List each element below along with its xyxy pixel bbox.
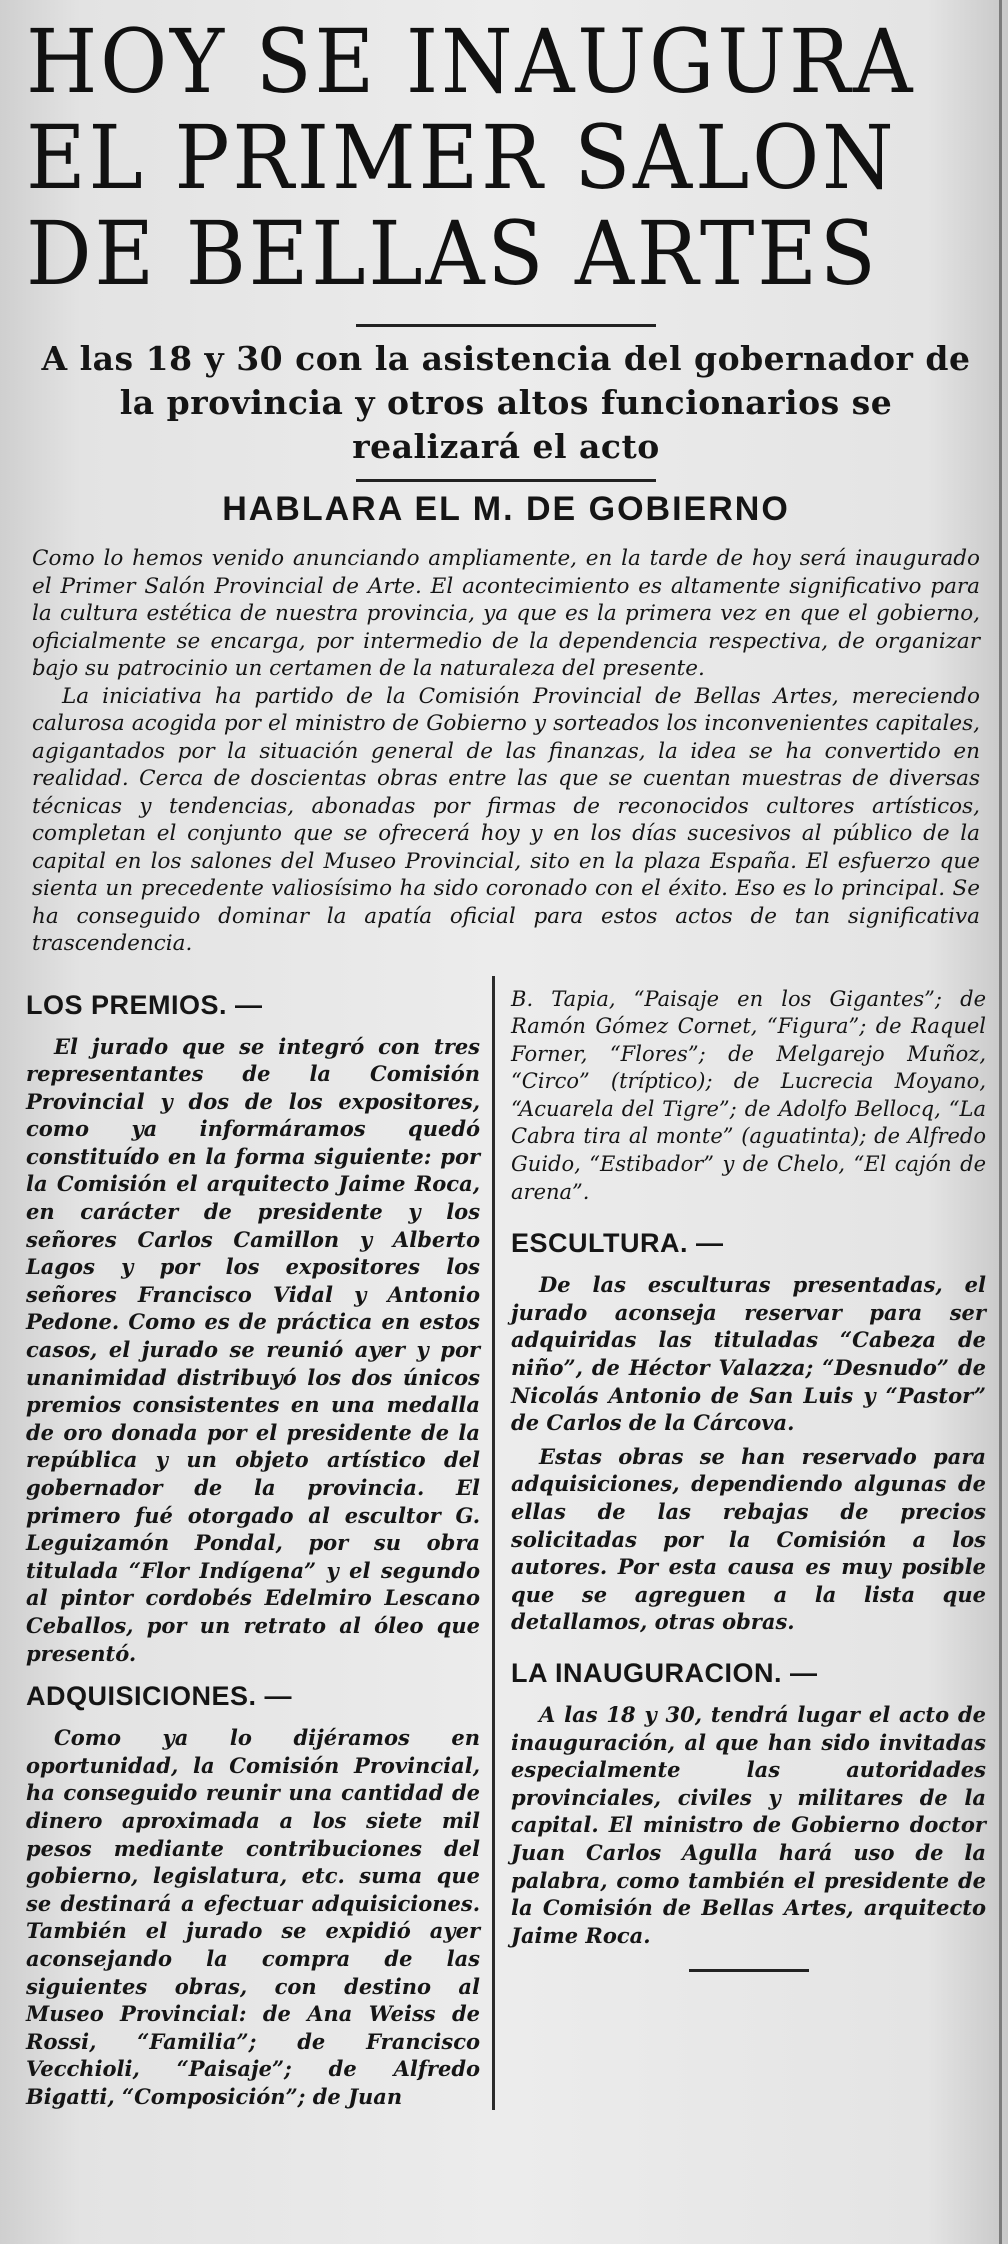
end-rule [689, 1969, 809, 1972]
headline-line-1: HOY SE INAUGURA [26, 10, 916, 113]
escultura-paragraph-1: De las esculturas presentadas, el jurado aconseja reservar para ser adquiridas las tituladas “Cabeza de niño”, de Héctor Valazza; “Desnudo” de Nicolás Antonio de San Luis y “Pastor” de Carlos de la Cárcova. [511, 1272, 986, 1436]
section-heading-escultura: ESCULTURA. — [511, 1228, 724, 1259]
escultura-paragraph-2: Estas obras se han reservado para adquisiciones, dependiendo algunas de ellas de las rebajas de precios solicitadas por la Comisión a los autores. Por esta causa es muy posible que se agreguen a la lista que detallamos, otras obras. [511, 1443, 986, 1635]
premios-text: El jurado que se integró con tres representantes de la Comisión Provincial y dos de los expositores, como ya informáramos quedó constituído en la forma siguiente: por la Comisión el arquitecto Jaime Roca, en carácter de presidente y los señores Carlos Camillon y Alberto Lagos y por los expositores los señores Francisco Vidal y Antonio Pedone. Como es de práctica en estos casos, el jurado se reunió ayer y por unanimidad distribuyó los dos únicos premios consistentes en una medalla de oro donada por el presidente de la república y un objeto artístico del gobernador de la provincia. El primero fué otorgado al escultor G. Leguizamón Pondal, por su obra titulada “Flor Indígena” y el segundo al pintor cordobés Edelmiro Lescano Ceballos, por un retrato al óleo que presentó. [26, 1033, 481, 1666]
headline-line-3: DE BELLAS ARTES [26, 202, 879, 305]
left-column [26, 976, 495, 2111]
two-column-body [26, 976, 986, 2111]
column-edge-rule [999, 0, 1002, 2244]
adquisiciones-text: Como ya lo dijéramos en oportunidad, la Comisión Provincial, ha conseguido reunir una cantidad de dinero aproximada a los siete mil pesos mediante contribuciones del gobierno, legislatura, etc. suma que se destinará a efectuar adquisiciones. También el jurado se expidió ayer aconsejando la compra de las siguientes obras, con destino al Museo Provincial: de Ana Weiss de Rossi, “Familia”; de Francisco Vecchioli, “Paisaje”; de Alfredo Bigatti, “Composición”; de Juan [26, 1725, 481, 2109]
inauguracion-text: A las 18 y 30, tendrá lugar el acto de inauguración, al que han sido invitadas especialmente las autoridades provinciales, civiles y militares de la capital. El ministro de Gobierno doctor Juan Carlos Agulla hará uso de la palabra, como también el presidente de la Comisión de Bellas Artes, arquitecto Jaime Roca. [511, 1701, 986, 1948]
subheadline-rule [356, 479, 656, 482]
lead-paragraph-1: Como lo hemos venido anunciando ampliamente, en la tarde de hoy será inaugurado el Primer Salón Provincial de Arte. El acontecimiento es altamente significativo para la cultura estética de nuestra provincia, ya que es la primera vez en que el gobierno, oficialmente se encarga, por intermedio de la dependencia respectiva, de organizar bajo su patrocinio un certamen de la naturaleza del presente. [32, 546, 980, 681]
lead-paragraphs [26, 545, 986, 958]
headline [26, 10, 919, 305]
secondary-heading: HABLARA EL M. DE GOBIERNO [222, 490, 790, 528]
lead-paragraph-2: La iniciativa ha partido de la Comisión Provincial de Bellas Artes, mereciendo calurosa acogida por el ministro de Gobierno y sorteados los inconvenientes capitales, agigantados por la situación general de las finanzas, la idea se ha convertido en realidad. Cerca de doscientas obras entre las que se cuentan muestras de diversas técnicas y tendencias, abonadas por firmas de reconocidos cultores artísticos, completan el conjunto que se ofrecerá hoy y en los días sucesivos al público de la capital en los salones del Museo Provincial, sito en la plaza España. El esfuerzo que sienta un precedente valiosísimo ha sido coronado con el éxito. Eso es lo principal. Se ha conseguido dominar la apatía oficial para estos actos de tan significativa trascendencia. [32, 683, 980, 956]
right-column [495, 976, 986, 2111]
section-heading-premios: LOS PREMIOS. — [26, 989, 263, 1020]
headline-line-2: EL PRIMER SALON [26, 106, 897, 209]
section-heading-inauguracion: LA INAUGURACION. — [511, 1657, 818, 1688]
adquisiciones-continued: B. Tapia, “Paisaje en los Gigantes”; de Ramón Gómez Cornet, “Figura”; de Raquel Forner, “Flores”; de Melgarejo Muñoz, “Circo” (tríptico); de Lucrecia Moyano, “Acuarela del Tigre”; de Adolfo Bellocq, “La Cabra tira al monte” (aguatinta); de Alfredo Guido, “Estibador” y de Chelo, “El cajón de arena”. [511, 986, 986, 1204]
section-heading-adquisiciones: ADQUISICIONES. — [26, 1681, 293, 1712]
subheadline: A las 18 y 30 con la asistencia del gobernador de la provincia y otros altos funcionarios se realizará el acto [41, 339, 971, 466]
headline-rule [356, 324, 656, 327]
